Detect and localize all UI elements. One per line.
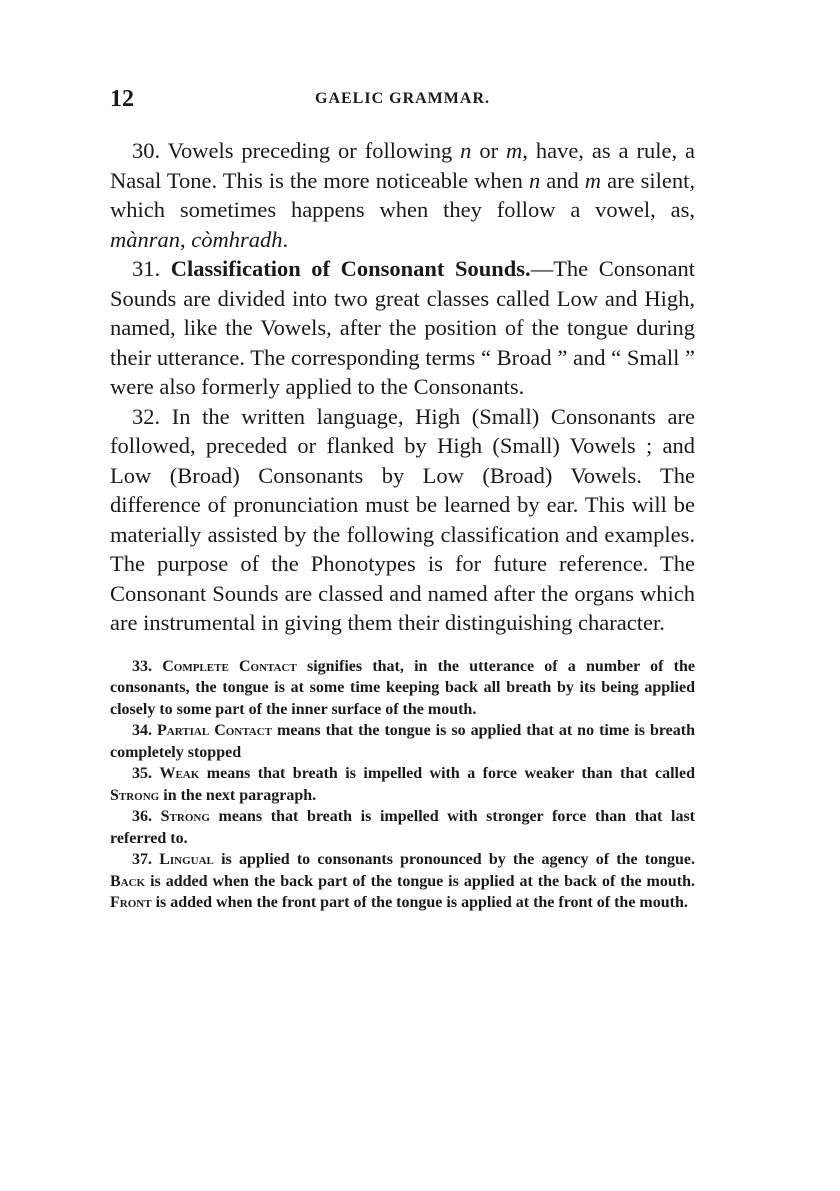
term: Front — [110, 894, 152, 911]
paragraph-number: 31. — [132, 256, 161, 281]
example-word: mànran — [110, 226, 181, 252]
paragraph-32: 32. In the written language, High (Small) Consonants are followed, preceded or flanked by High (Small) Vowels ; and Low (Broad) Consonants by Low (Broad) Vowels. The difference of pronunciation must be learned by ear. This will be materially assisted by the following classification and examples. The purpose of the Phonotypes is for future reference. The Consonant Sounds are classed and named after the organs which are instrumental in giving them their distinguishing character. — [110, 403, 695, 635]
note-35: 35. Weak means that breath is impelled with a force weaker than that called Strong in the next paragraph. — [110, 765, 696, 804]
note-33: 33. Complete Contact signifies that, in the utterance of a number of the consonants, the tongue is at some time keeping back all breath by its being applied closely to some part of the inner surface of the mouth. — [110, 657, 696, 718]
page-body — [110, 136, 695, 914]
note-37: 37. Lingual is applied to consonants pronounced by the agency of the tongue. Back is added when the back part of the tongue is applied at the back of the mouth. Front is added when the front part of the tongue is applied at the front of the mouth. — [110, 851, 696, 911]
page-number: 12 — [110, 86, 134, 112]
paragraph-30: 30. Vowels preceding or following n or m, have, as a rule, a Nasal Tone. This is the more noticeable when n and m are silent, which sometimes happens when they follow a vowel, as, mànran, còmhradh. — [110, 138, 695, 252]
term: Partial Contact — [157, 722, 272, 739]
paragraph-number: 32. — [132, 403, 161, 429]
paragraph-31: 31. Classification of Consonant Sounds.—The Consonant Sounds are divided into two great classes called Low and High, named, like the Vowels, after the position of the tongue during their utterance. The corresponding terms “ Broad ” and “ Small ” were also formerly applied to the Consonants. — [110, 256, 696, 399]
term: Strong — [110, 786, 160, 804]
note-34: 34. Partial Contact means that the tongue is so applied that at no time is breath completely stopped — [110, 722, 695, 761]
running-title: GAELIC GRAMMAR. — [315, 90, 490, 107]
paragraph-number: 30. — [132, 138, 161, 163]
example-word: còmhradh — [191, 226, 283, 252]
definitions-notes — [110, 656, 695, 914]
note-36: 36. Strong means that breath is impelled with stronger force than that last referred to. — [110, 808, 695, 847]
page-header — [110, 86, 695, 116]
term: Lingual — [159, 851, 214, 868]
section-heading: Classification of Consonant Sounds. — [160, 256, 531, 281]
term: Back — [110, 872, 146, 890]
term: Strong — [160, 808, 210, 825]
term: Weak — [159, 765, 200, 782]
term: Complete Contact — [162, 657, 297, 675]
